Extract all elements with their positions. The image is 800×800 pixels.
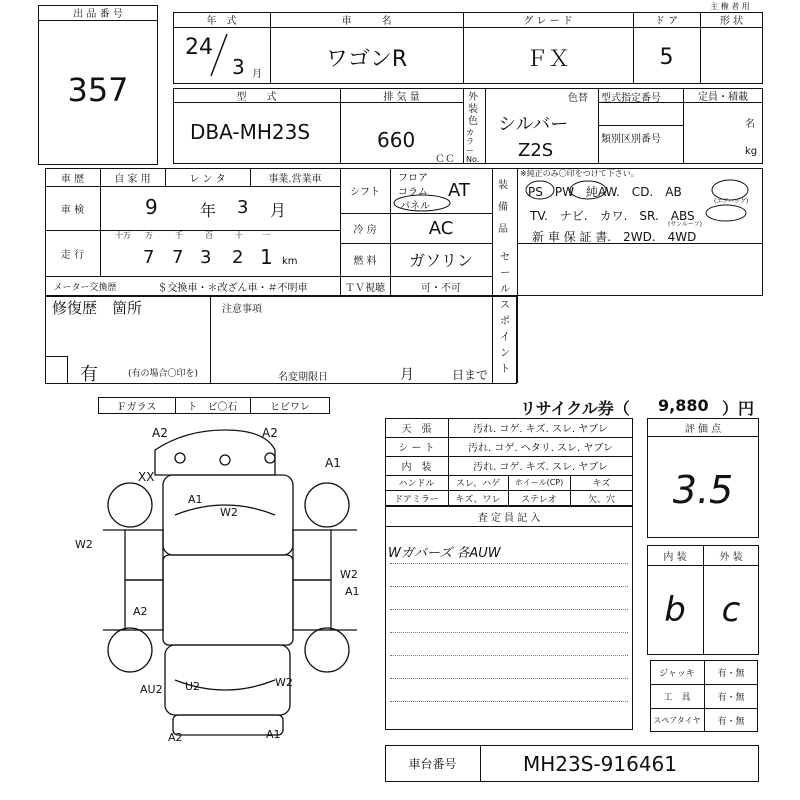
equipment-note: ※純正のみ〇印をつけて下さい。 — [520, 169, 639, 178]
header-owner: 主 権 者 用 — [710, 1, 750, 11]
vehicle-doors: 5 — [659, 44, 674, 70]
color-value: シルバー — [498, 114, 569, 135]
mileage-digit-10: 2 — [232, 247, 244, 268]
chassis-value: MH23S-916461 — [522, 751, 677, 776]
cond-mirror-value: キズ、ワレ — [455, 494, 501, 505]
lot-number: 357 — [67, 71, 129, 109]
fuel-value: ガソリン — [408, 251, 473, 270]
cond-interior-label: 内 装 — [401, 462, 432, 473]
inspection-month: 3 — [237, 197, 249, 218]
notes-day: 日まで — [452, 368, 489, 382]
dmg-u2: U2 — [185, 680, 201, 693]
mileage-unit: km — [282, 256, 298, 267]
cond-stereo-label: ステレオ — [521, 494, 557, 505]
cond-mirror-label: ドアミラー — [394, 494, 439, 505]
color-change: 色替 — [568, 93, 588, 104]
score-label: 評 価 点 — [684, 423, 722, 435]
mileage-digit-1: 1 — [260, 245, 273, 269]
meter-label: メーター交換歴 — [53, 282, 117, 293]
history-business[interactable]: 事業.営業車 — [268, 173, 322, 185]
dmg-au2: AU2 — [140, 683, 163, 696]
cond-handle-value: スレ、ハゲ — [455, 479, 501, 489]
month-unit: 月 — [252, 69, 262, 80]
dmg-w2-right: W2 — [340, 568, 358, 581]
recycle-label: リサイクル券（ — [520, 399, 630, 418]
shift-label: シフト — [350, 187, 380, 198]
dmg-a1-center: A1 — [266, 728, 281, 741]
tool-spare-label: スペアタイヤ — [653, 715, 701, 725]
header-doors: ド ア — [654, 16, 679, 27]
glass-crack: ヒビワレ — [270, 402, 310, 413]
equipment-circles — [520, 178, 760, 223]
header-maker: 車 名 — [341, 16, 392, 27]
mileage-unit-10: 十 — [235, 231, 243, 240]
mileage-digit-10k: 7 — [143, 247, 155, 268]
color-label: 外装色 — [468, 92, 478, 127]
recycle-unit: ）円 — [722, 399, 755, 418]
mileage-digit-1k: 7 — [172, 247, 184, 268]
dmg-w2-top: W2 — [220, 506, 238, 519]
notes-deadline: 名変期限日 — [278, 372, 328, 383]
sale-point-label: セールスポイント — [500, 252, 510, 375]
inspection-year: 9 — [145, 195, 158, 219]
tool-tools-value: 有・無 — [717, 692, 745, 703]
dmg-a1-right: A1 — [325, 456, 341, 470]
cond-seat-label: シ ー ト — [398, 443, 435, 454]
notes-label: 注意事項 — [222, 304, 262, 315]
dmg-w2-left: W2 — [75, 538, 93, 551]
history-private[interactable]: 自 家 用 — [114, 173, 151, 185]
glass-f: Ｆガラス — [116, 402, 157, 413]
mileage-digit-100: 3 — [200, 247, 212, 268]
header-grade: グ レ ー ド — [523, 16, 573, 27]
recycle-value: 9,880 — [658, 396, 709, 415]
month-value: 3 — [232, 55, 245, 79]
class-num: 類別区別番号 — [601, 134, 661, 145]
mileage-unit-100k: 十万 — [115, 231, 131, 240]
cond-wheel-label: ホイール(CP) — [514, 478, 564, 487]
year-value: 24 — [185, 35, 213, 60]
mileage-unit-1k: 千 — [175, 231, 183, 240]
header-model: 型 式 — [236, 91, 277, 103]
fuel-label: 燃 料 — [353, 256, 377, 267]
interior-value: b — [664, 590, 686, 630]
header-year: 年 式 — [206, 16, 237, 27]
cond-wheel-value: キズ — [592, 479, 611, 489]
meter-options: ＄交換車・＊改ざん車・＃不明車 — [157, 282, 308, 294]
seat-unit: 名 — [745, 119, 755, 130]
notes-month: 月 — [400, 367, 414, 383]
dmg-a2-front-r: A2 — [262, 426, 278, 440]
exterior-value: c — [721, 590, 741, 630]
capacity-header: 定員・積載 — [698, 91, 748, 103]
interior-label: 内 装 — [663, 551, 687, 563]
vehicle-name: ワゴンR — [325, 46, 408, 72]
history-rental[interactable]: レ ン タ — [189, 173, 226, 185]
inspector-label: 査 定 員 記 入 — [477, 512, 541, 524]
repair-note: (有の場合〇印を) — [128, 369, 199, 379]
tv-label: ＴＶ視聴 — [345, 282, 385, 294]
tool-spare-value: 有・無 — [717, 716, 745, 727]
cond-handle-label: ハンドル — [398, 479, 435, 489]
cond-ceiling-label: 天 張 — [401, 424, 432, 435]
glass-stone: ト ビ〇石 — [187, 402, 238, 413]
repair-value: 有 — [80, 364, 98, 385]
dmg-a2-rear: A2 — [168, 731, 183, 744]
cond-interior-values: 汚れ. コゲ. キズ. スレ. ヤブレ — [473, 462, 608, 473]
shift-panel: パネル — [400, 201, 430, 212]
equipment-line3: 新 車 保 証 書. 2WD. 4WD — [532, 230, 697, 244]
ab-note: (エアバッグ) — [714, 198, 749, 205]
dmg-a2-left: A2 — [133, 605, 148, 618]
chassis-label: 車台番号 — [408, 757, 457, 771]
exterior-label: 外 装 — [719, 551, 743, 563]
score-value: 3.5 — [672, 468, 734, 512]
lot-header: 出 品 番 号 — [73, 9, 123, 20]
mileage-unit-1: 一 — [262, 231, 270, 240]
mileage-unit-100: 百 — [205, 231, 213, 240]
dmg-a1-hood: A1 — [188, 493, 203, 506]
equipment-line2: TV. ナビ. カワ. SR. ABS — [530, 209, 695, 223]
inspector-note: Wガバーズ 各AUW — [388, 546, 501, 561]
vehicle-grade: ＦＸ — [525, 46, 570, 72]
dmg-a2-front-l: A2 — [152, 426, 168, 440]
tv-value: 可・不可 — [421, 282, 461, 294]
dmg-xx: XX — [138, 470, 155, 484]
cc-unit: ＣＣ — [435, 154, 455, 165]
tool-jack-label: ジャッキ — [659, 668, 695, 679]
ac-label: 冷 房 — [353, 224, 377, 236]
inspector-box — [385, 506, 633, 730]
header-body: 形 状 — [719, 16, 744, 27]
cond-stereo-value: 欠、穴 — [587, 494, 615, 505]
repair-label: 修復歴 箇所 — [52, 299, 143, 317]
cond-seat-values: 汚れ. コゲ. ヘタリ. スレ. ヤブレ — [467, 443, 614, 454]
type-num: 型式指定番号 — [601, 93, 661, 104]
load-unit: kg — [745, 146, 758, 157]
tool-jack-value: 有・無 — [717, 668, 745, 679]
mileage-label: 走 行 — [60, 249, 85, 261]
equipment-line1: PS PW 純AW. CD. AB — [528, 185, 682, 199]
equipment-label: 装備品 — [498, 180, 508, 235]
inspection-month-unit: 月 — [270, 201, 287, 220]
sr-note: (サンルーフ) — [668, 221, 702, 228]
inspection-year-unit: 年 — [200, 201, 217, 220]
color-code: Z2S — [518, 140, 554, 161]
dmg-a1-right2: A1 — [345, 585, 360, 598]
history-label: 車 歴 — [60, 173, 85, 185]
shift-floor: フロア — [398, 173, 428, 184]
header-displacement: 排 気 量 — [383, 91, 420, 103]
displacement-value: 660 — [377, 128, 416, 152]
model-value: DBA-MH23S — [190, 120, 311, 144]
tool-tools-label: 工 具 — [663, 692, 691, 703]
inspection-label: 車 検 — [60, 204, 85, 216]
shift-column: コラム — [398, 187, 428, 198]
color-no-label: カラーNo. — [466, 128, 480, 164]
shift-value: AT — [448, 180, 470, 201]
cond-ceiling-values: 汚れ. コゲ. キズ. スレ. ヤブレ — [473, 424, 608, 435]
mileage-unit-10k: 万 — [145, 231, 153, 240]
dmg-w2-rear: W2 — [275, 676, 293, 689]
ac-value: AC — [428, 217, 454, 239]
